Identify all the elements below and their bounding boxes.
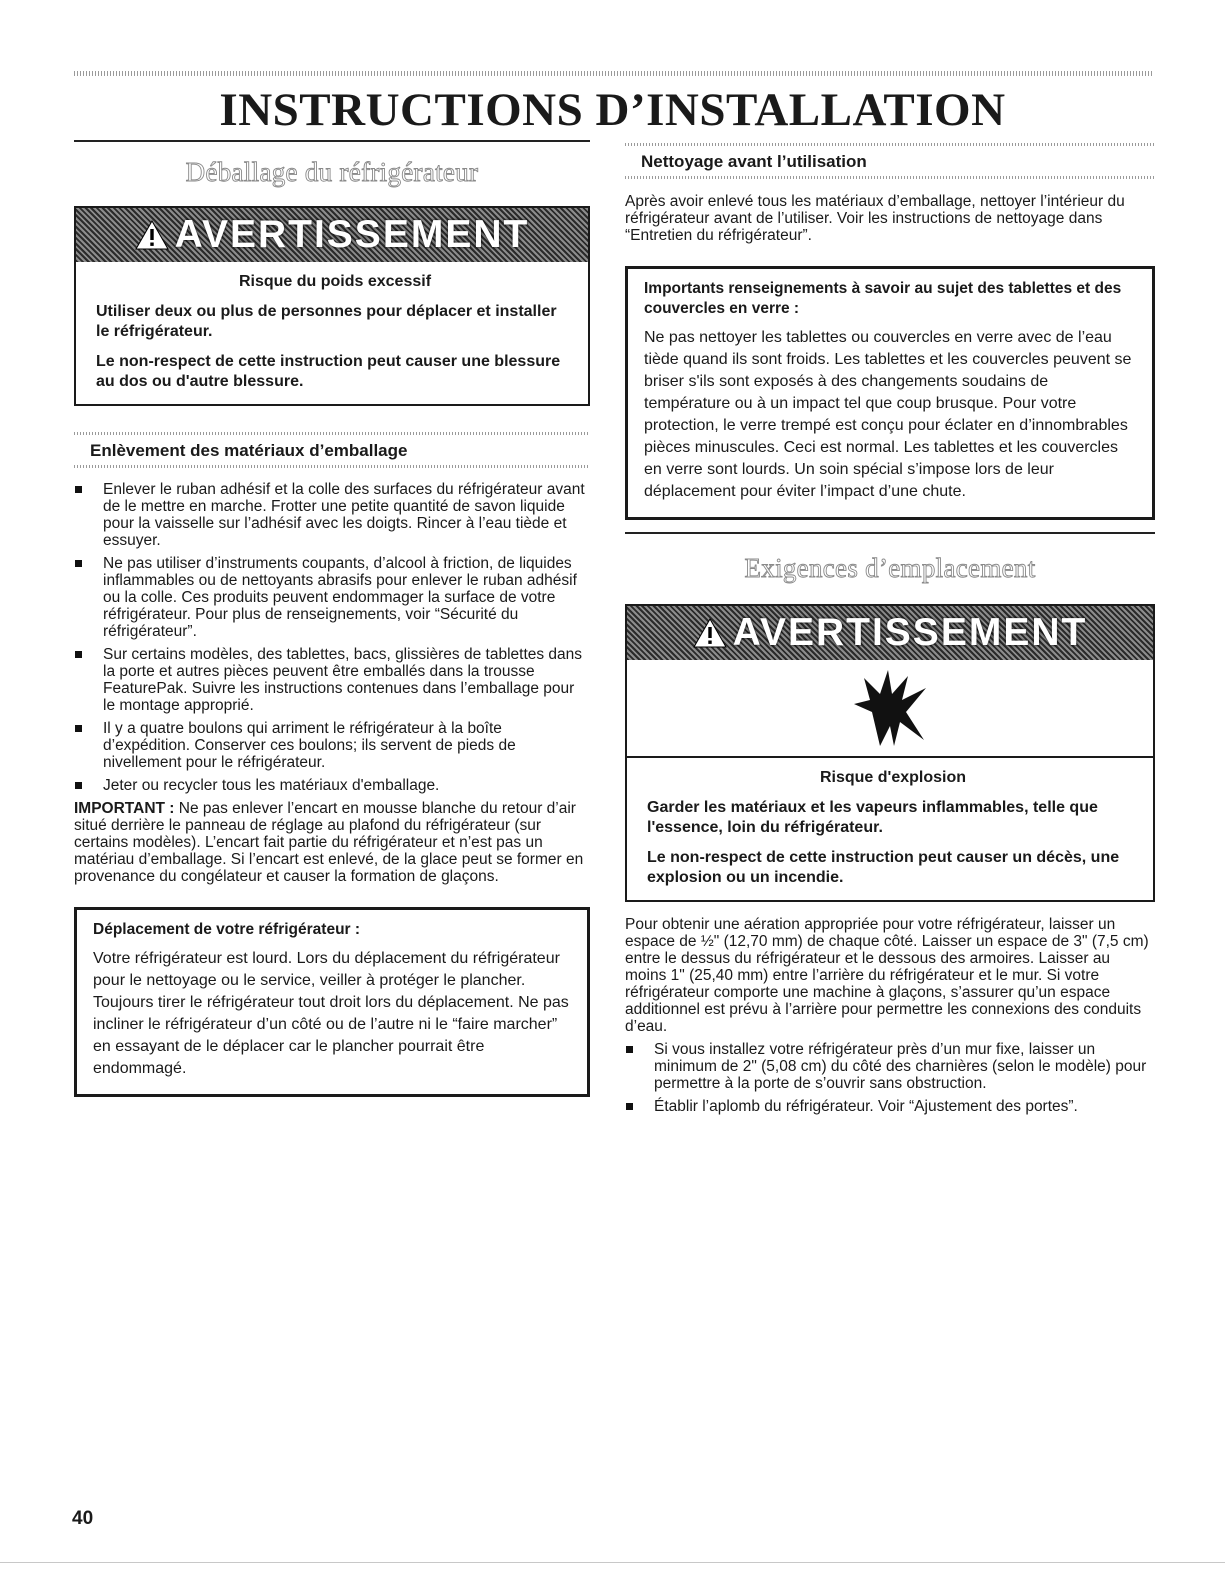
location-text: Pour obtenir une aération appropriée pour votre réfrigérateur, laisser un espace de ½" (12,70 mm) de chaque côté. Laisser un espace de 3" (7,5 cm) entre le dessus du réfrigérateur et le dessous des armoires. Laisser au moins 1" (25,40 mm) entre l’arrière du réfrigérateur et le mur. Si votre réfrigérateur comporte une machine à glaçons, s’assurer qu’un espace additionnel est prévu à l’arrière pour permettre les connexions des conduits d’eau. (625, 916, 1149, 1035)
list-item: Enlever le ruban adhésif et la colle des surfaces du réfrigérateur avant de le mettre en marche. Frotter une petite quantité de savon liquide pour la vaisselle sur l’adhésif avec les doigts. Rincer à l’eau tiède et essuyer. (74, 481, 590, 549)
important-label: IMPORTANT : (74, 800, 175, 817)
list-item: Sur certains modèles, des tablettes, bacs, glissières de tablettes dans la porte et autres pièces peuvent être emballés dans la trousse FeaturePak. Suivre les instructions contenues dans l’emballage pour le montage approprié. (74, 646, 590, 714)
info-box-moving (74, 907, 590, 1097)
cleaning-text: Après avoir enlevé tous les matériaux d’emballage, nettoyer l’intérieur du réfrigérateur avant de l’utiliser. Voir les instructions de nettoyage dans “Entretien du réfrigérateur”. (625, 193, 1125, 244)
info-box-glass (625, 266, 1155, 520)
list-item: Si vous installez votre réfrigérateur près d’un mur fixe, laisser un minimum de 2" (5,08 cm) du côté des charnières (selon le modèle) pour permettre à la porte de s’ouvrir sans obstruction. (625, 1041, 1155, 1092)
warning-box-weight (74, 206, 590, 406)
list-item: Il y a quatre boulons qui arriment le réfrigérateur à la boîte d’expédition. Conserver ces boulons; ils servent de pieds de nivellement pour le réfrigérateur. (74, 720, 590, 771)
packing-bullet-list (74, 481, 590, 794)
warning-risk: Risque du poids excessif (238, 273, 432, 290)
section-rule (625, 532, 1155, 534)
warning-banner-label: AVERTISSEMENT (174, 213, 530, 256)
info-box-text: Ne pas nettoyer les tablettes ou couvercles en verre avec de l’eau tiède quand ils sont froids. Les tablettes et les couvercles peuvent se briser s'ils sont exposés à des changements soudains de température ou à un impact tel que coup brusque. Pour votre protection, le verre trempé est conçu pour éclater en d’innombrables pièces minuscules. Ceci est normal. Les tablettes et les couvercles en verre sont lourds. Un soin spécial s’impose lors de leur déplacement pour éviter l’impact d’une chute. (644, 329, 1132, 500)
page-number: 40 (72, 1508, 94, 1529)
left-column (74, 140, 590, 1097)
subhead-stripe-bottom (74, 465, 590, 468)
warning-banner (76, 208, 588, 262)
section-heading-unpacking: Déballage du réfrigérateur (185, 157, 479, 187)
warning-consequence: Le non-respect de cette instruction peut causer une blessure au dos ou d'autre blessure. (96, 353, 561, 390)
warning-instruction: Garder les matériaux et les vapeurs inflammables, telle que l'essence, loin du réfrigérateur. (647, 799, 1098, 836)
warning-body (627, 758, 1153, 900)
subhead-packing-removal: Enlèvement des matériaux d’emballage (90, 441, 408, 460)
warning-consequence: Le non-respect de cette instruction peut causer un décès, une explosion ou un incendie. (647, 849, 1120, 886)
warning-banner (627, 606, 1153, 660)
info-box-title: Importants renseignements à savoir au sujet des tablettes et des couvercles en verre : (644, 280, 1122, 317)
info-box-text: Votre réfrigérateur est lourd. Lors du déplacement du réfrigérateur pour le nettoyage ou le service, veiller à protéger le plancher. Toujours tirer le réfrigérateur tout droit lors du déplacement. Ne pas incliner le réfrigérateur d’un côté ou de l’autre ni le “faire marcher” en essayant de le déplacer car le plancher pourrait être endommagé. (93, 950, 569, 1077)
warning-instruction: Utiliser deux ou plus de personnes pour déplacer et installer le réfrigérateur. (96, 303, 557, 340)
location-bullet-list (625, 1041, 1155, 1115)
info-box-title: Déplacement de votre réfrigérateur : (93, 921, 361, 938)
list-item: Jeter ou recycler tous les matériaux d'emballage. (74, 777, 590, 794)
section-heading-location: Exigences d’emplacement (744, 553, 1036, 583)
subhead-stripe-bottom (625, 176, 1155, 179)
important-note (74, 800, 590, 885)
explosion-icon (850, 668, 930, 748)
warning-body (76, 262, 588, 404)
section-rule (74, 140, 590, 142)
warning-triangle-icon (693, 618, 727, 648)
warning-risk: Risque d'explosion (819, 769, 967, 786)
right-column (625, 140, 1155, 1121)
explosion-icon-area (627, 660, 1153, 758)
list-item: Ne pas utiliser d’instruments coupants, d’alcool à friction, de liquides inflammables ou de nettoyants abrasifs pour enlever le ruban adhésif ou la colle. Ces produits peuvent endommager la surface de votre réfrigérateur. Pour plus de renseignements, voir “Sécurité du réfrigérateur”. (74, 555, 590, 640)
warning-banner-label: AVERTISSEMENT (732, 611, 1088, 654)
important-text: Ne pas enlever l’encart en mousse blanche du retour d’air situé derrière le panneau de réglage au plafond du réfrigérateur (sur certains modèles). L’encart fait partie du réfrigérateur et n’est pas un matériau d’emballage. Si l’encart est enlevé, de la glace peut se former en provenance du congélateur et causer la formation de glaçons. (74, 800, 584, 885)
page-title: INSTRUCTIONS D’INSTALLATION (219, 84, 1006, 136)
warning-triangle-icon (135, 220, 169, 250)
warning-box-explosion (625, 604, 1155, 902)
subhead-cleaning: Nettoyage avant l’utilisation (641, 152, 867, 171)
bottom-rule (0, 1562, 1225, 1563)
list-item: Établir l’aplomb du réfrigérateur. Voir “Ajustement des portes”. (625, 1098, 1155, 1115)
top-stripe-rule (74, 71, 1154, 76)
